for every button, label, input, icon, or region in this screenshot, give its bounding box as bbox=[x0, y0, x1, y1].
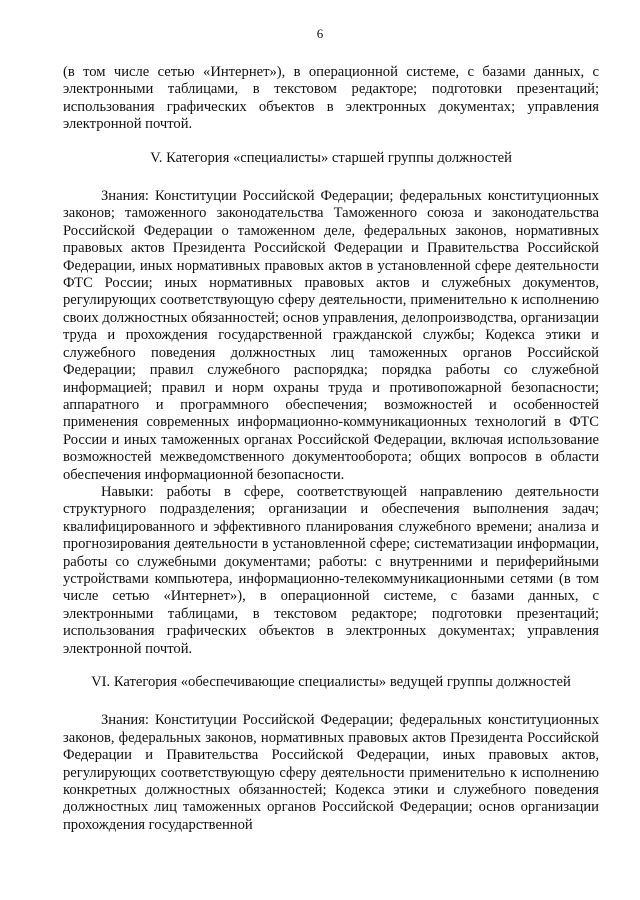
section-5-knowledge-paragraph: Знания: Конституции Российской Федерации; федеральных конституционных законов; таможенного законодательства Таможенного союза и законодательства Российской Федерации о таможенном деле, федеральных законов, нормативных правовых актов Президента Российской Федерации и Правительства Российской Федерации, иных нормативных правовых актов в установленной сфере деятельности ФТС России; иных нормативных правовых актов и служебных документов, регулирующих соответствующую сферу деятельности, применительно к исполнению своих должностных обязанностей; основ управления, делопроизводства, организации труда и прохождения государственной гражданской службы; Кодекса этики и служебного поведения должностных лиц таможенных органов Российской Федерации; правил служебного распорядка; порядка работы со служебной информацией; правил и норм охраны труда и противопожарной безопасности; аппаратного и программного обеспечения; возможностей и особенностей применения современных информационно-коммуникационных технологий в ФТС России и иных таможенных органах Российской Федерации, включая использование возможностей межведомственного документооборота; общих вопросов в области обеспечения информационной безопасности. bbox=[63, 188, 599, 483]
section-5-skills-paragraph: Навыки: работы в сфере, соответствующей направлению деятельности структурного подразделения; организации и обеспечения выполнения задач; квалифицированного и эффективного планирования служебного времени; анализа и прогнозирования деятельности в установленной сфере; систематизации информации, работы со служебными документами; работы: с внутренними и периферийными устройствами компьютера, информационно-телекоммуникационными сетями (в том числе сетью «Интернет»), в операционной системе, с базами данных, с электронными таблицами, в текстовом редакторе; подготовки презентаций; использования графических объектов в электронных документах; управления электронной почтой. bbox=[63, 483, 599, 657]
section-5-heading: V. Категория «специалисты» старшей группы должностей bbox=[150, 149, 512, 166]
section-6-heading: VI. Категория «обеспечивающие специалисты» ведущей группы должностей bbox=[91, 674, 571, 690]
intro-paragraph: (в том числе сетью «Интернет»), в операционной системе, с базами данных, с электронными таблицами, в текстовом редакторе; подготовки презентаций; использования графических объектов в электронных документах; управления электронной почтой. bbox=[63, 64, 599, 133]
page-number: 6 bbox=[316, 26, 324, 41]
section-6-knowledge-paragraph: Знания: Конституции Российской Федерации; федеральных конституционных законов, федеральных законов, нормативных правовых актов Президента Российской Федерации и Правительства Российской Федерации, иных правовых актов, регулирующих соответствующую сферу деятельности применительно к исполнению конкретных должностных обязанностей; Кодекса этики и служебного поведения должностных лиц таможенных органов Российской Федерации; основ организации прохождения государственной bbox=[63, 712, 599, 833]
document-body bbox=[63, 64, 599, 834]
